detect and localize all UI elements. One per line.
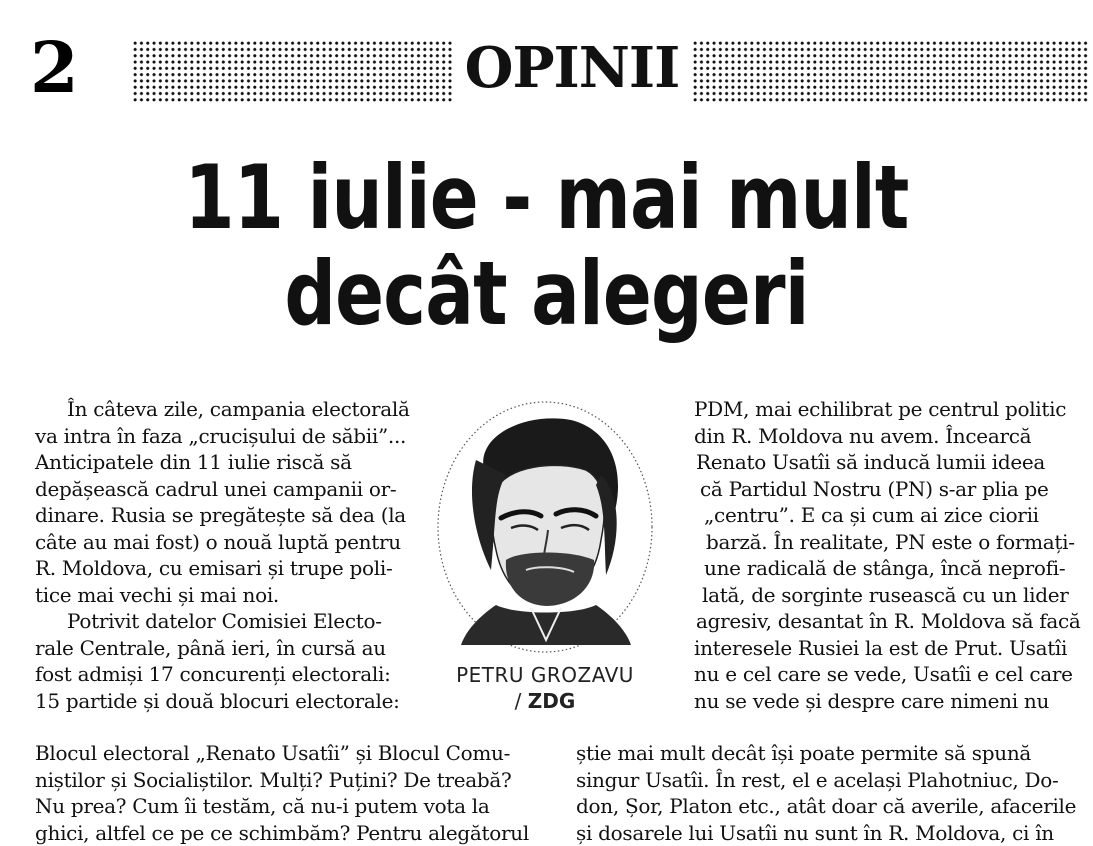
article-line: 15 partide și două blocuri electorale:: [35, 688, 410, 715]
article-line: câte au mai fost) o nouă luptă pentru: [35, 529, 410, 556]
article-bottom-left: [35, 740, 529, 846]
article-line: În câteva zile, campania electorală: [35, 396, 410, 423]
article-line: nu se vede și despre care nimeni nu: [660, 688, 1081, 715]
article-line: din R. Moldova nu avem. Încearcă: [660, 423, 1081, 450]
author-name: PETRU GROZAVU: [440, 662, 650, 688]
article-bottom-right: [576, 740, 1076, 846]
article-line: va intra în faza „crucișului de săbii”...: [35, 423, 410, 450]
author-publication: [440, 688, 650, 714]
article-line: singur Usatîi. În rest, el e același Plahotniuc, Do-: [576, 767, 1076, 794]
article-line: R. Moldova, cu emisari și trupe poli-: [35, 555, 410, 582]
article-line: depășească cadrul unei campanii or-: [35, 476, 410, 503]
article-line: „centru”. E ca și cum ai zice ciorii: [660, 502, 1081, 529]
article-line: rale Centrale, până ieri, în cursă au: [35, 635, 410, 662]
article-line: une radicală de stânga, încă neprofi-: [660, 555, 1081, 582]
article-line: agresiv, desantat în R. Moldova să facă: [660, 608, 1081, 635]
author-byline: [440, 662, 650, 714]
article-line: barză. În realitate, PN este o formați-: [660, 529, 1081, 556]
byline-separator: /: [515, 689, 522, 713]
dot-pattern-left: [132, 40, 452, 104]
article-line: Renato Usatîi să inducă lumii ideea: [660, 449, 1081, 476]
headline-line-1: 11 iulie - mai mult: [98, 150, 994, 246]
dot-pattern-right: [692, 40, 1090, 104]
article-line: Anticipatele din 11 iulie riscă să: [35, 449, 410, 476]
article-line: PDM, mai echilibrat pe centrul politic: [660, 396, 1081, 423]
article-line: fost admiși 17 concurenți electorali:: [35, 661, 410, 688]
article-line: Nu prea? Cum îi testăm, că nu-i putem vota la: [35, 793, 529, 820]
article-line: că Partidul Nostru (PN) s-ar plia pe: [660, 476, 1081, 503]
publication-name: ZDG: [528, 689, 576, 713]
article-line: lată, de sorginte rusească cu un lider: [660, 582, 1081, 609]
article-line: dinare. Rusia se pregătește să dea (la: [35, 502, 410, 529]
section-title: OPINII: [452, 30, 692, 106]
headline-line-2: decât alegeri: [98, 246, 994, 342]
article-line: don, Șor, Platon etc., atât doar că averile, afacerile: [576, 793, 1076, 820]
article-headline: [98, 150, 994, 342]
article-line: Blocul electoral „Renato Usatîi” și Blocul Comu-: [35, 740, 529, 767]
article-line: știe mai mult decât își poate permite să spună: [576, 740, 1076, 767]
article-left-column: [35, 396, 410, 714]
article-line: și dosarele lui Usatîi nu sunt în R. Moldova, ci în: [576, 820, 1076, 846]
article-line: interesele Rusiei la est de Prut. Usatîi: [660, 635, 1081, 662]
article-line: Potrivit datelor Comisiei Electo-: [35, 608, 410, 635]
article-line: tice mai vechi și mai noi.: [35, 582, 410, 609]
article-right-column: [660, 396, 1081, 714]
author-portrait: [436, 400, 654, 654]
page-number: 2: [30, 30, 79, 106]
article-line: nu e cel care se vede, Usatîi e cel care: [660, 661, 1081, 688]
article-line: niștilor și Socialiștilor. Mulți? Puțini? De treabă?: [35, 767, 529, 794]
article-line: ghici, altfel ce pe ce schimbăm? Pentru alegătorul: [35, 820, 529, 846]
